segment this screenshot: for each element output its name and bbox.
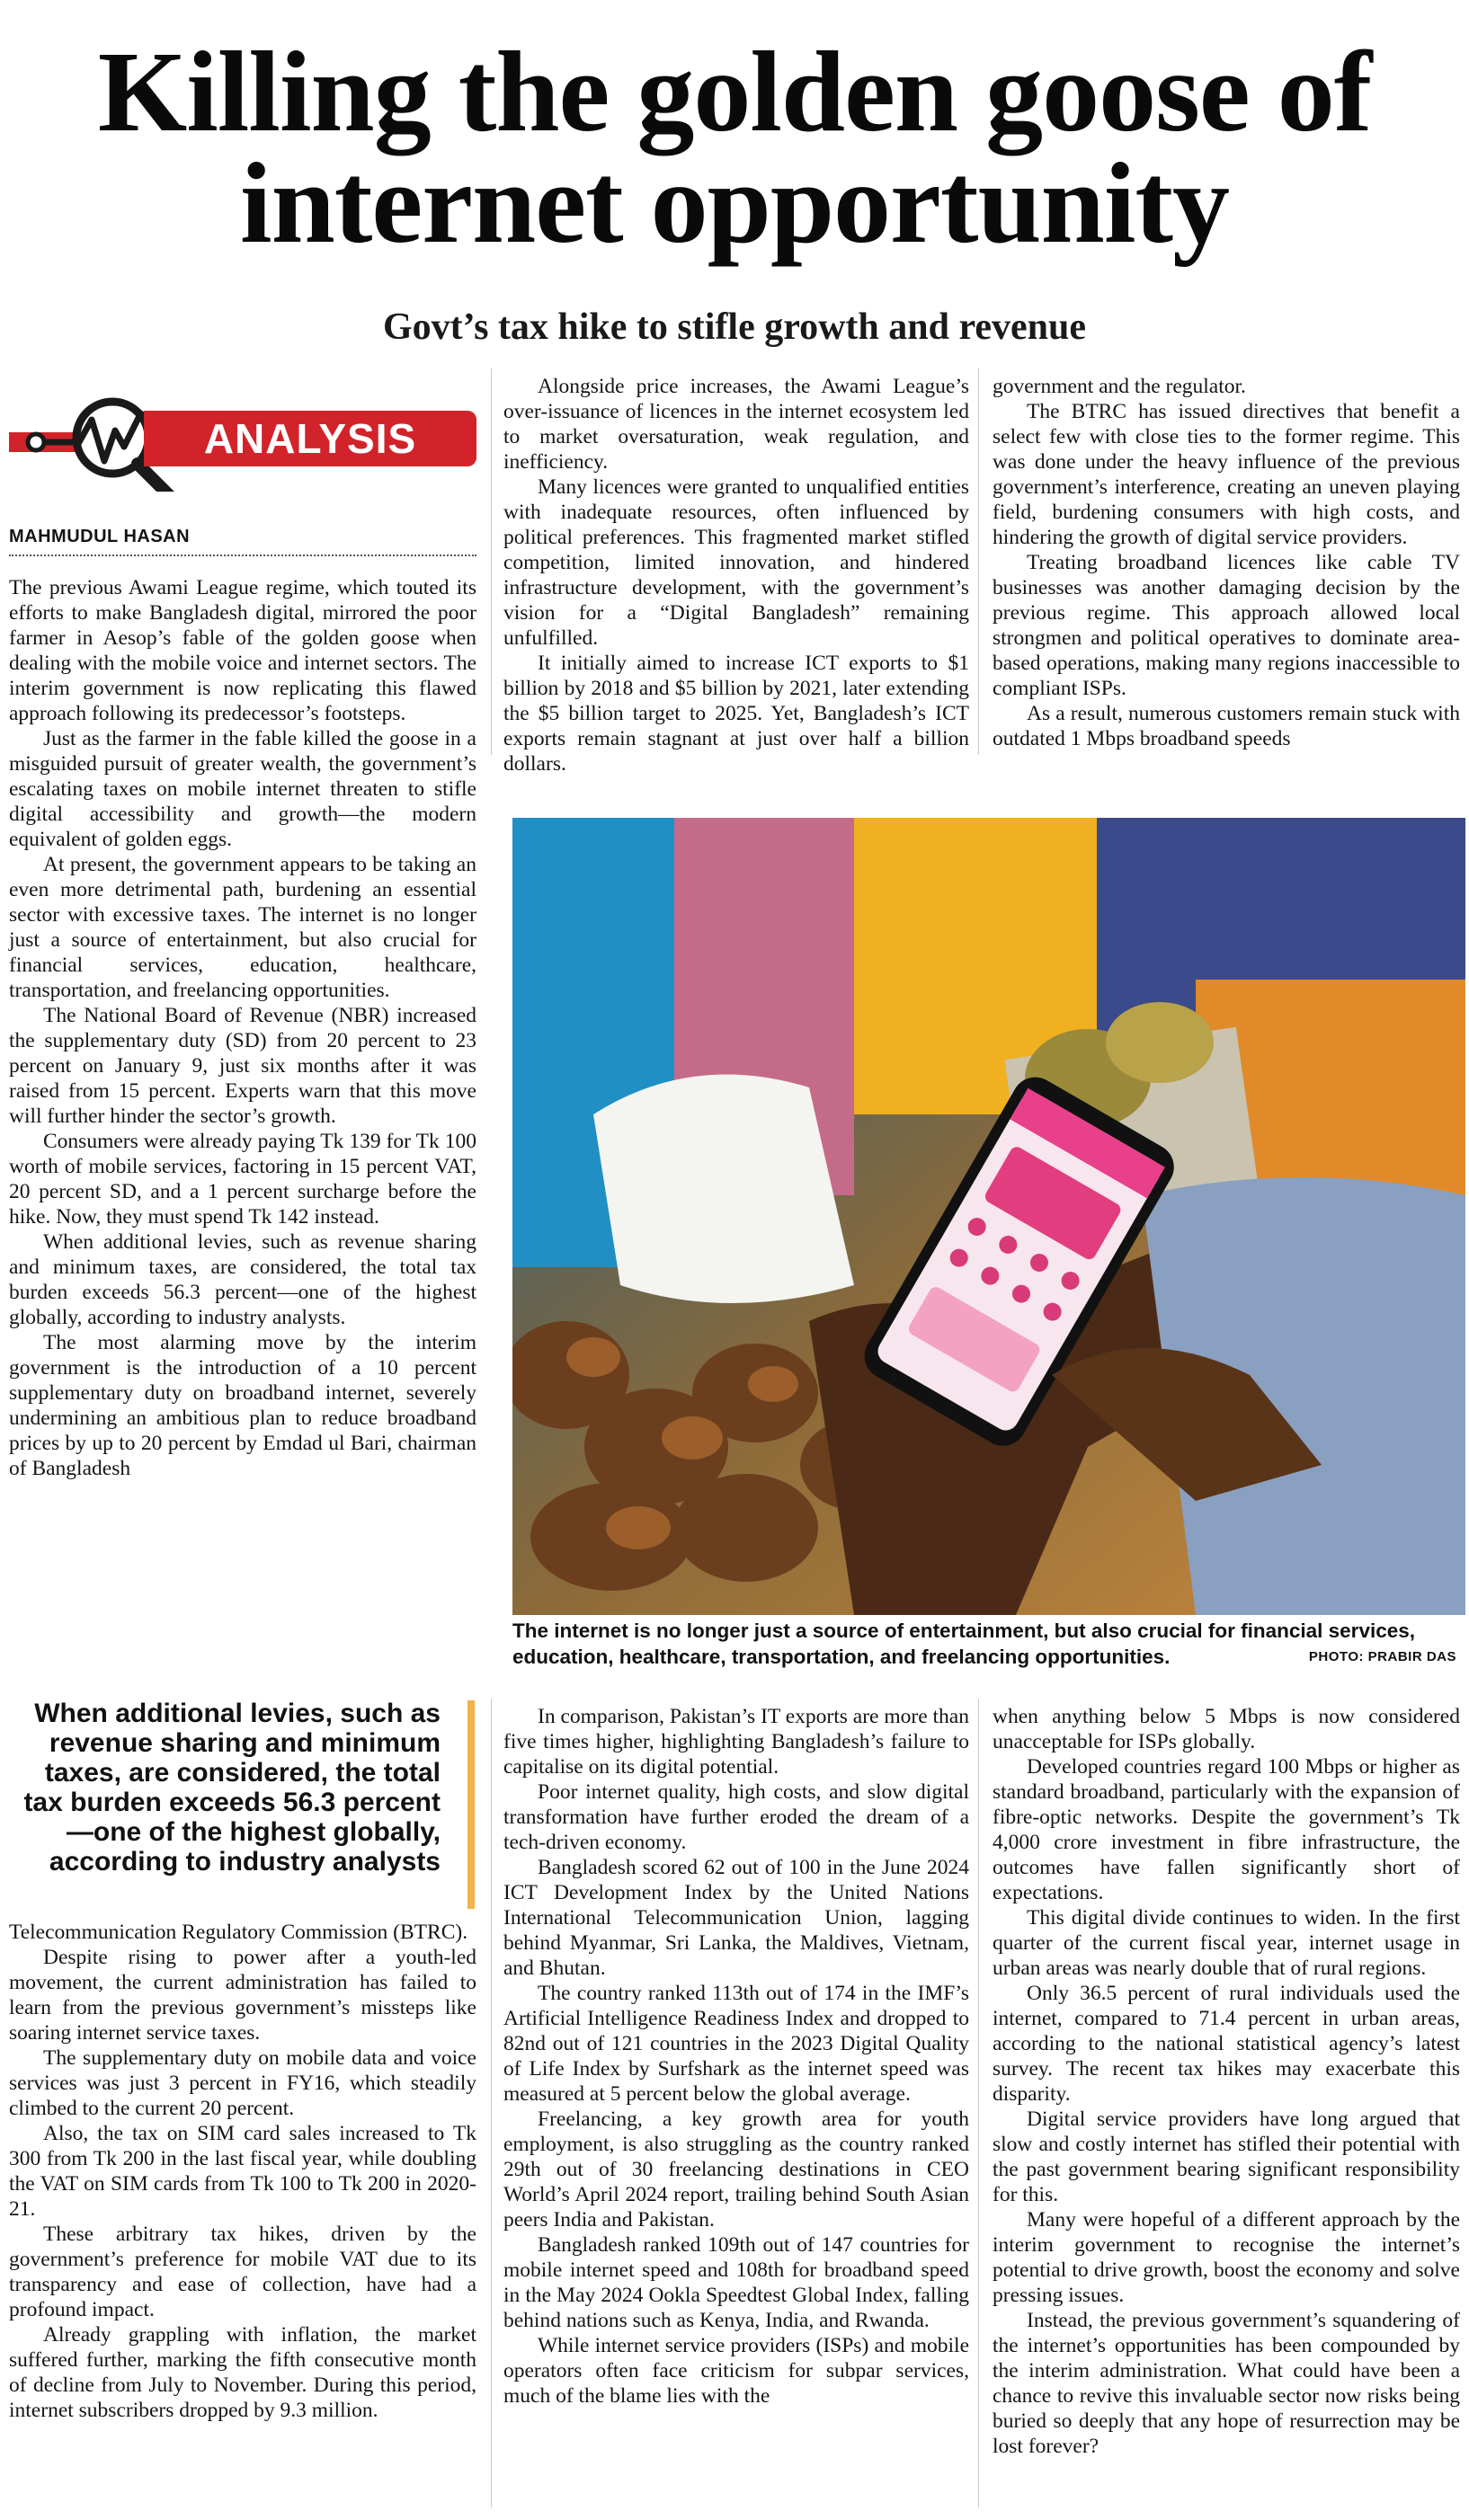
article-column-3-bottom: [993, 1704, 1460, 2459]
paragraph: Many were hopeful of a different approach by the interim government to recognise the internet’s potential to drive growth, boost the economy and solve pressing issues.: [993, 2208, 1460, 2307]
paragraph: when anything below 5 Mbps is now considered unacceptable for ISPs globally.: [993, 1705, 1460, 1753]
column-rule: [978, 1699, 979, 2507]
article-photo: [512, 818, 1465, 1615]
paragraph: Telecommunication Regulatory Commission (BTRC).: [9, 1921, 468, 1944]
phone-market-illustration: [512, 818, 1465, 1615]
paragraph: As a result, numerous customers remain stuck with outdated 1 Mbps broadband speeds: [993, 702, 1460, 750]
analysis-badge: [9, 400, 476, 477]
column-rule: [491, 368, 492, 755]
paragraph: The supplementary duty on mobile data and voice services was just 3 percent in FY16, which steadily climbed to the current 20 percent.: [9, 2046, 476, 2120]
paragraph: Bangladesh ranked 109th out of 147 countries for mobile internet speed and 108th for broadband speed in the May 2024 Ookla Speedtest Global Index, falling behind nations such as Kenya, India, and Rwanda.: [503, 2233, 969, 2332]
paragraph: Many licences were granted to unqualified entities with inadequate resources, often influenced by political preferences. This fragmented market stifled competition, limited innovation, and hindered infrastructure development, with the government’s vision for a “Digital Bangladesh” remaining unfulfilled.: [503, 475, 969, 650]
paragraph: In comparison, Pakistan’s IT exports are more than five times higher, highlighting Bangladesh’s failure to capitalise on its digital potential.: [503, 1705, 969, 1779]
paragraph: The previous Awami League regime, which touted its efforts to make Bangladesh digital, mirrored the poor farmer in Aesop’s fable of the golden goose when dealing with the mobile voice and internet sectors. The interim government is now replicating this flawed approach following its predecessor’s footsteps.: [9, 576, 476, 725]
paragraph: Developed countries regard 100 Mbps or higher as standard broadband, particularly with the expansion of fibre-optic networks. Despite the government’s Tk 4,000 crore investment in fibre infrastructure, the outcomes have fallen significantly short of expectations.: [993, 1755, 1460, 1904]
paragraph: Treating broadband licences like cable TV businesses was another damaging decision by the previous regime. This approach allowed local strongmen and political operatives to dominate area-based operations, making many regions inaccessible to compliant ISPs.: [993, 551, 1460, 700]
article-column-1-bottom: [9, 1920, 476, 2423]
column-rule: [978, 368, 979, 755]
subheadline: Govt’s tax hike to stifle growth and revenue: [382, 306, 1087, 348]
paragraph: Poor internet quality, high costs, and slow digital transformation have further eroded the dream of a tech-driven economy.: [503, 1780, 969, 1854]
paragraph: These arbitrary tax hikes, driven by the government’s preference for mobile VAT due to its transparency and ease of collection, have had a profound impact.: [9, 2223, 476, 2321]
analysis-label: ANALYSIS: [144, 411, 476, 466]
paragraph: It initially aimed to increase ICT exports to $1 billion by 2018 and $5 billion by 2021, later extending the $5 billion target to 2025. Yet, Bangladesh’s ICT exports remain stagnant at just over half a billion dollars.: [503, 652, 969, 776]
paragraph: Already grappling with inflation, the market suffered further, marking the fifth consecutive month of decline from July to November. During this period, internet subscribers dropped by 9.3 million.: [9, 2323, 476, 2422]
headline: Killing the golden goose of internet opportunity: [97, 28, 1372, 267]
paragraph: Also, the tax on SIM card sales increased to Tk 300 from Tk 200 in the last fiscal year, while doubling the VAT on SIM cards from Tk 100 to Tk 200 in 2020-21.: [9, 2122, 476, 2221]
paragraph: Instead, the previous government’s squandering of the internet’s opportunities has been compounded by the interim administration. What could have been a chance to revive this invaluable sector now risks being buried so deeply that any hope of resurrection may be lost forever?: [993, 2309, 1460, 2458]
paragraph: While internet service providers (ISPs) and mobile operators often face criticism for subpar services, much of the blame lies with the: [503, 2334, 969, 2408]
paragraph: Bangladesh scored 62 out of 100 in the June 2024 ICT Development Index by the United Nations International Telecommunication Union, lagging behind Myanmar, Sri Lanka, the Maldives, Vietnam, and Bhutan.: [503, 1856, 969, 1980]
pull-quote: When additional levies, such as revenue sharing and minimum taxes, are considered, the total tax burden exceeds 56.3 percent—one of the highest globally, according to industry analysts: [23, 1699, 441, 1877]
column-rule: [491, 1699, 492, 2507]
paragraph: Digital service providers have long argued that slow and costly internet has stifled their potential with the past government bearing significant responsibility for this.: [993, 2107, 1460, 2206]
paragraph: The National Board of Revenue (NBR) increased the supplementary duty (SD) from 20 percent to 23 percent on January 9, just six months after it was raised from 15 percent. Experts warn that this move will further hinder the sector’s growth.: [9, 1004, 476, 1128]
caption-text: The internet is no longer just a source of entertainment, but also crucial for financial services, education, healthcare, transportation, and freelancing opportunities.: [512, 1619, 1415, 1668]
article-column-1-top: [9, 575, 476, 1481]
photo-credit: PHOTO: PRABIR DAS: [1308, 1649, 1456, 1664]
paragraph: Despite rising to power after a youth-led movement, the current administration has failed to learn from the previous government’s missteps like soaring internet service taxes.: [9, 1946, 476, 2045]
byline: MAHMUDUL HASAN: [9, 527, 476, 556]
paragraph: At present, the government appears to be taking an even more detrimental path, burdening an essential sector with excessive taxes. The internet is no longer just a source of entertainment, but also crucial for financial services, education, healthcare, transportation, and freelancing opportunities.: [9, 853, 476, 1002]
paragraph: This digital divide continues to widen. In the first quarter of the current fiscal year, internet usage in urban areas was nearly double that of rural regions.: [993, 1906, 1460, 1980]
paragraph: Consumers were already paying Tk 139 for Tk 100 worth of mobile services, factoring in 15 percent VAT, 20 percent SD, and a 1 percent surcharge before the hike. Now, they must spend Tk 142 instead.: [9, 1130, 476, 1229]
paragraph: The country ranked 113th out of 174 in the IMF’s Artificial Intelligence Readiness Index and dropped to 82nd out of 121 countries in the 2023 Digital Quality of Life Index by Surfshark as the internet speed was measured at 5 percent below the global average.: [503, 1982, 969, 2106]
article-column-2-top: [503, 374, 969, 776]
photo-caption: [512, 1618, 1456, 1670]
article-column-3-top: [993, 374, 1460, 751]
paragraph: Only 36.5 percent of rural individuals used the internet, compared to 71.4 percent in urban areas, according to the national statistical agency’s latest survey. The recent tax hikes may exacerbate this disparity.: [993, 1982, 1460, 2106]
article-column-2-bottom: [503, 1704, 969, 2409]
paragraph: The most alarming move by the interim government is the introduction of a 10 percent supplementary duty on broadband internet, severely undermining an ambitious plan to reduce broadband prices by up to 20 percent by Emdad ul Bari, chairman of Bangladesh: [9, 1331, 476, 1480]
paragraph: When additional levies, such as revenue sharing and minimum taxes, are considered, the total tax burden exceeds 56.3 percent—one of the highest globally, according to industry analysts.: [9, 1230, 476, 1329]
paragraph: government and the regulator.: [993, 375, 1246, 398]
paragraph: The BTRC has issued directives that benefit a select few with close ties to the former regime. This was done under the heavy influence of the previous government’s interference, creating an uneven playing field, burdening consumers with high costs, and hindering the growth of digital service providers.: [993, 400, 1460, 549]
paragraph: Freelancing, a key growth area for youth employment, is also struggling as the country ranked 29th out of 30 freelancing destinations in CEO World’s April 2024 report, trailing behind South Asian peers India and Pakistan.: [503, 2107, 969, 2232]
paragraph: Just as the farmer in the fable killed the goose in a misguided pursuit of greater wealth, the government’s escalating taxes on mobile internet threaten to stifle digital accessibility and growth—the modern equivalent of golden eggs.: [9, 727, 476, 851]
pull-quote-rule: [467, 1700, 475, 1909]
paragraph: Alongside price increases, the Awami League’s over-issuance of licences in the internet ecosystem led to market oversaturation, weak regulation, and inefficiency.: [503, 375, 969, 474]
